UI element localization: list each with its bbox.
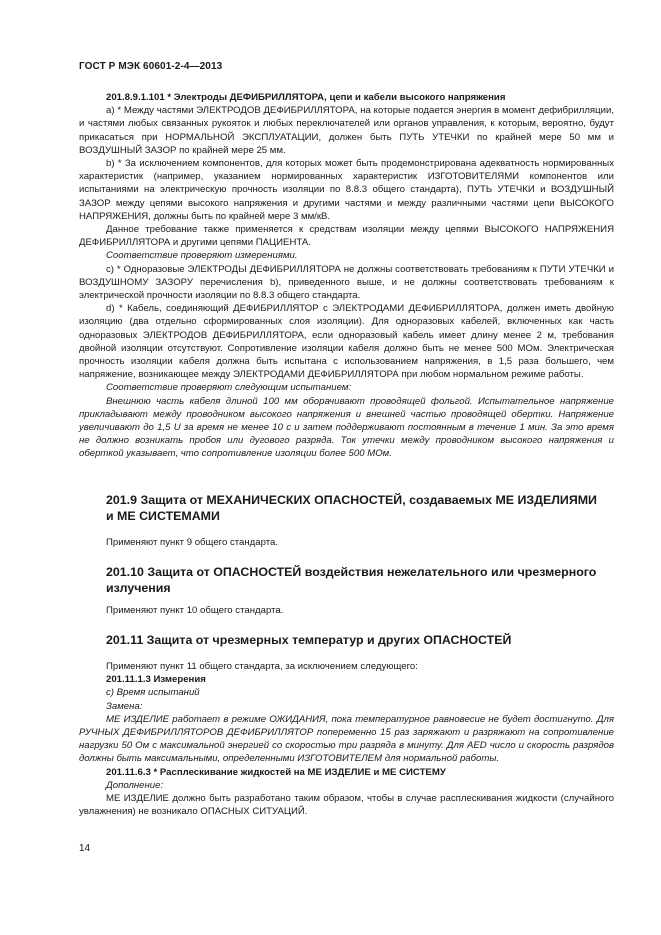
paragraph: Применяют пункт 11 общего стандарта, за исключением следующего: — [106, 661, 418, 672]
paragraph: Данное требование также применяется к средствам изоляции между цепями ВЫСОКОГО НАПРЯЖЕНИЯ ДЕФИБРИЛЛЯТОРА и другими цепями ПАЦИЕНТА. — [79, 224, 614, 249]
paragraph: Дополнение: — [106, 779, 164, 791]
paragraph: 201.11.1.3 Измерения — [106, 674, 206, 686]
paragraph: Соответствие проверяют измерениями. — [106, 250, 298, 262]
document-header: ГОСТ Р МЭК 60601-2-4—2013 — [79, 61, 223, 72]
paragraph: Внешнюю часть кабеля длиной 100 мм оборачивают проводящей фольгой. Испытательное напряжение прикладывают между проводником высокого напряжения и внешней частью проводящей обертки. Напряжение увеличивают до 1,5 U за время не менее 10 с и затем поддерживают постоянным в течение 1 мин. За это время не должно возникать пробоя или дугового разряда. Ток утечки между проводником высокого напряжения и оберткой указывает, что сопротивление изоляции более 500 МОм. — [79, 395, 614, 460]
page-number: 14 — [79, 843, 91, 854]
paragraph: 201.8.9.1.101 * Электроды ДЕФИБРИЛЛЯТОРА, цепи и кабели высокого напряжения — [106, 92, 506, 103]
block-201-8-9-1-101 — [79, 91, 614, 461]
paragraph: 201.11.6.3 * Расплескивание жидкостей на МЕ ИЗДЕЛИЕ и МЕ СИСТЕМУ — [106, 766, 446, 778]
paragraph: а) * Между частями ЭЛЕКТРОДОВ ДЕФИБРИЛЛЯТОРА, на которые подается энергия в момент дефибрилляции, и частями любых связанных рукояток и любых переключателей или органов управления, к которым, вероятно, будут прикасаться при НОРМАЛЬНОЙ ЭКСПЛУАТАЦИИ, должен быть ПУТЬ УТЕЧКИ по крайней мере 50 мм и ВОЗДУШНЫЙ ЗАЗОР по крайней мере 25 мм. — [79, 105, 614, 156]
section-text-201-9: Применяют пункт 9 общего стандарта. — [106, 537, 279, 548]
section-text-201-10: Применяют пункт 10 общего стандарта. — [106, 605, 284, 616]
paragraph: Соответствие проверяют следующим испытанием: — [106, 382, 352, 394]
block-201-11 — [79, 660, 614, 818]
paragraph: Замена: — [106, 700, 143, 712]
paragraph: d) * Кабель, соединяющий ДЕФИБРИЛЛЯТОР с ЭЛЕКТРОДАМИ ДЕФИБРИЛЛЯТОРА, должен иметь двойную изоляцию (два отдельно сформированных слоя изоляции). Для одноразовых кабелей, включенных как часть одноразовых ЭЛЕКТРОДОВ ДЕФИБРИЛЛЯТОРА, если одноразовый кабель имеет длину менее 2 м, требования двойной изоляции отсутствуют. Сопротивление изоляции кабеля должно быть не менее 500 МОм. Электрическая прочность изоляции кабеля должна быть испытана с использованием напряжения, в 1,5 раза большего, чем напряжение, возникающее между ЭЛЕКТРОДАМИ ДЕФИБРИЛЛЯТОРА при любом нормальном режиме работы. — [79, 303, 614, 381]
paragraph: с) Время испытаний — [106, 687, 200, 699]
paragraph: b) * За исключением компонентов, для которых может быть продемонстрирована адекватность нормированных характеристик (например, указанием нормированных характеристик ИЗГОТОВИТЕЛЯМИ компонентов или испытаниями на электрическую прочность изоляции по 8.8.3 общего стандарта), ПУТЬ УТЕЧКИ и ВОЗДУШНЫЙ ЗАЗОР между цепями высокого напряжения и другими частями и между различными частями цепи ВЫСОКОГО НАПРЯЖЕНИЯ, должны быть по крайней мере 3 мм/кВ. — [79, 158, 614, 222]
section-title-201-10: 201.10 Защита от ОПАСНОСТЕЙ воздействия нежелательного или чрезмерного излучения — [106, 565, 597, 595]
paragraph: МЕ ИЗДЕЛИЕ должно быть разработано таким образом, чтобы в случае расплескивания жидкости (случайного увлажнения) не возникало ОПАСНЫХ СИТУАЦИЙ. — [79, 793, 614, 818]
section-title-201-11: 201.11 Защита от чрезмерных температур и других ОПАСНОСТЕЙ — [106, 633, 512, 647]
paragraph: МЕ ИЗДЕЛИЕ работает в режиме ОЖИДАНИЯ, пока температурное равновесие не будет достигнуто. Для РУЧНЫХ ДЕФИБРИЛЛЯТОРОВ ДЕФИБРИЛЛЯТОР попеременно 15 раз заряжают и разряжают на сопротивление нагрузки 50 Ом с максимальной энергией со скоростью три разряда в минуту. Для AED число и скорость разрядов должны быть максимальными, определенными ИЗГОТОВИТЕЛЕМ для нормальной работы. — [79, 713, 614, 765]
section-title-201-9: 201.9 Защита от МЕХАНИЧЕСКИХ ОПАСНОСТЕЙ, создаваемых МЕ ИЗДЕЛИЯМИ и МЕ СИСТЕМАМИ — [106, 493, 597, 523]
paragraph: с) * Одноразовые ЭЛЕКТРОДЫ ДЕФИБРИЛЛЯТОРА не должны соответствовать требованиям к ПУТИ УТЕЧКИ и ВОЗДУШНОМУ ЗАЗОРУ перечисления b), приведенного выше, и не должны соответствовать требованиям к электрической прочности изоляции по 8.8.3 общего стандарта. — [79, 263, 614, 302]
